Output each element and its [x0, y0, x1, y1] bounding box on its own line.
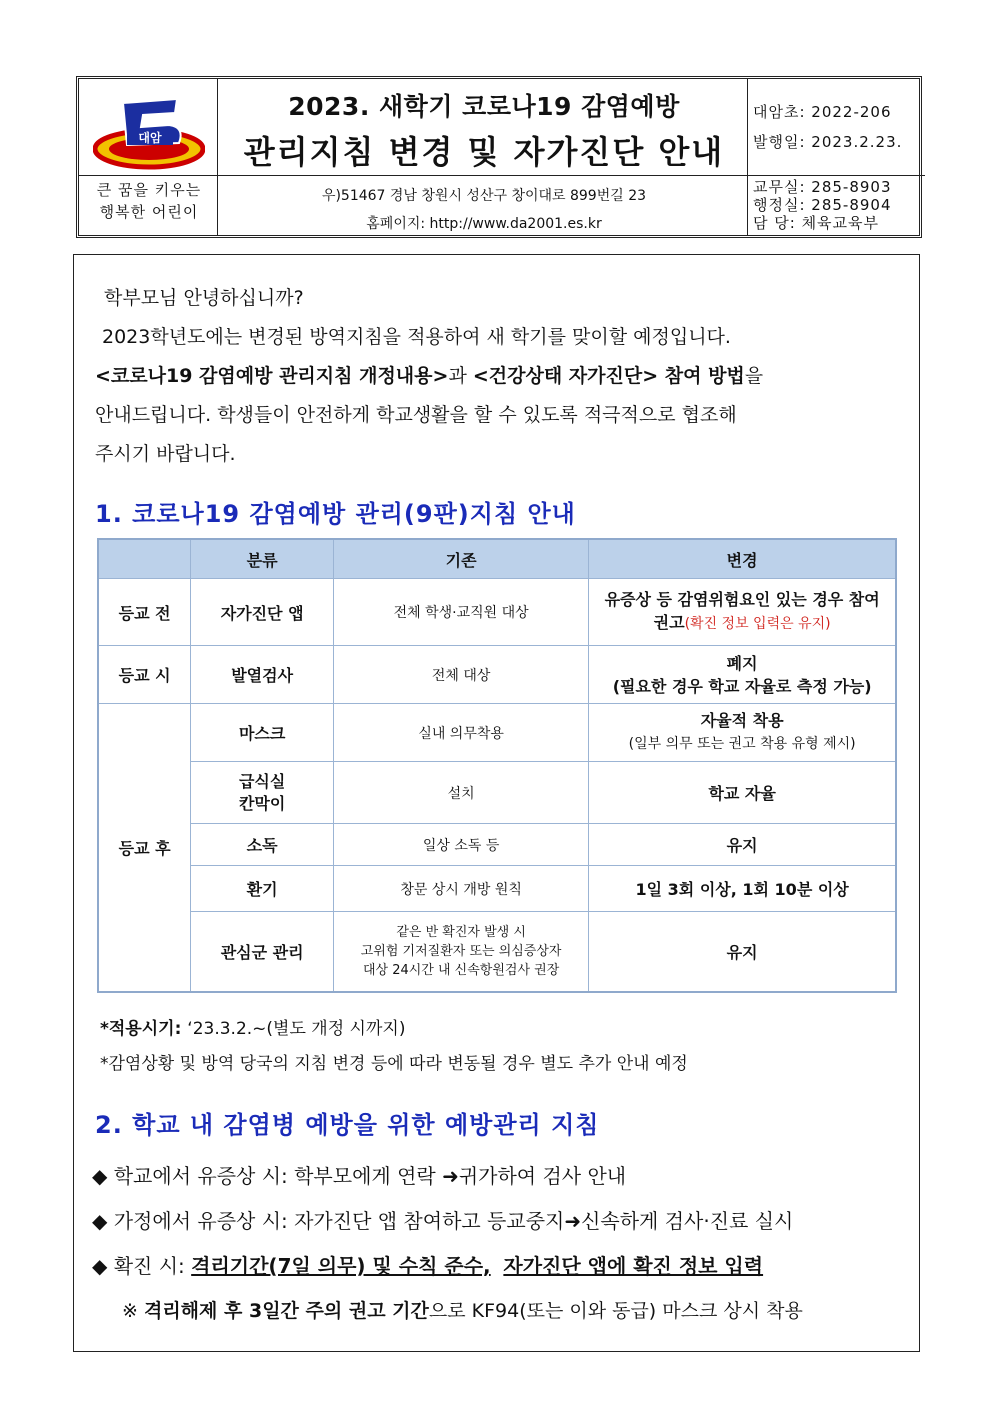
- bullet-item: ◆ 학교에서 유증상 시: 학부모에게 연락 ➜귀가하여 검사 안내: [92, 1164, 627, 1188]
- phone-admin: 행정실: 285-8904: [753, 196, 892, 214]
- bullet-note: ※ 격리해제 후 3일간 주의 권고 기간으로 KF94(또는 이와 동급) 마스크 상시 착용: [122, 1300, 803, 1322]
- table-row: 등교 후 마스크 실내 의무착용 자율적 착용 (일부 의무 또는 권고 착용 유형 제시): [98, 704, 896, 762]
- svg-text:대암: 대암: [138, 131, 162, 145]
- intro-line: <코로나19 감염예방 관리지침 개정내용>과 <건강상태 자가진단> 참여 방법을: [95, 365, 764, 387]
- table-row: 관심군 관리 같은 반 확진자 발생 시 고위험 기저질환자 또는 의심증상자 대상 24시간 내 신속항원검사 권장 유지: [98, 912, 896, 992]
- table-header: 분류: [191, 539, 334, 579]
- note-period: *적용시기: ‘23.3.2.~(별도 개정 시까지): [100, 1019, 406, 1039]
- guideline-table: [97, 538, 897, 993]
- intro-line: 2023학년도에는 변경된 방역지침을 적용하여 새 학기를 맞이할 예정입니다.: [102, 326, 731, 348]
- intro-line: 주시기 바랍니다.: [95, 443, 236, 465]
- table-row: 등교 시 발열검사 전체 대상 폐지 (필요한 경우 학교 자율로 측정 가능): [98, 646, 896, 704]
- school-address: 우)51467 경남 창원시 성산구 창이대로 899번길 23: [321, 188, 647, 204]
- table-row: 환기 창문 상시 개방 원칙 1일 3회 이상, 1회 10분 이상: [98, 866, 896, 912]
- department: 담 당: 체육교육부: [753, 214, 880, 232]
- table-row: 소독 일상 소독 등 유지: [98, 824, 896, 866]
- issue-date: 발행일: 2023.2.23.: [753, 133, 903, 151]
- bullet-item: ◆ 가정에서 유증상 시: 자가진단 앱 참여하고 등교중지➜신속하게 검사·진료 실시: [92, 1209, 794, 1233]
- table-header: 변경: [589, 539, 896, 579]
- table-row: 급식실 칸막이 설치 학교 자율: [98, 762, 896, 824]
- title-line2: 관리지침 변경 및 자가진단 안내: [243, 133, 725, 171]
- table-header: [98, 539, 191, 579]
- intro-line: 안내드립니다. 학생들이 안전하게 학교생활을 할 수 있도록 적극적으로 협조해: [95, 404, 737, 426]
- bullet-item: ◆ 확진 시: 격리기간(7일 의무) 및 수칙 준수, 자가진단 앱에 확진 정보 입력: [92, 1254, 764, 1278]
- greeting: 학부모님 안녕하십니까?: [104, 287, 304, 309]
- section1-title: 1. 코로나19 감염예방 관리(9판)지침 안내: [95, 500, 576, 528]
- doc-number: 대암초: 2022-206: [753, 103, 892, 121]
- table-row: 등교 전 자가진단 앱 전체 학생·교직원 대상 유증상 등 감염위험요인 있는 경우 참여 권고(확진 정보 입력은 유지): [98, 579, 896, 646]
- title-line1: 2023. 새학기 코로나19 감염예방: [288, 92, 680, 121]
- table-header: 기존: [333, 539, 588, 579]
- school-homepage: 홈페이지: http://www.da2001.es.kr: [366, 216, 602, 232]
- phone-teacher: 교무실: 285-8903: [753, 178, 892, 196]
- letterhead: [76, 76, 922, 238]
- section2-title: 2. 학교 내 감염병 예방을 위한 예방관리 지침: [95, 1111, 600, 1139]
- school-logo: [93, 93, 205, 173]
- school-motto: 큰 꿈을 키우는 행복한 어린이: [96, 181, 202, 221]
- note-change: *감염상황 및 방역 당국의 지침 변경 등에 따라 변동될 경우 별도 추가 안내 예정: [100, 1054, 688, 1074]
